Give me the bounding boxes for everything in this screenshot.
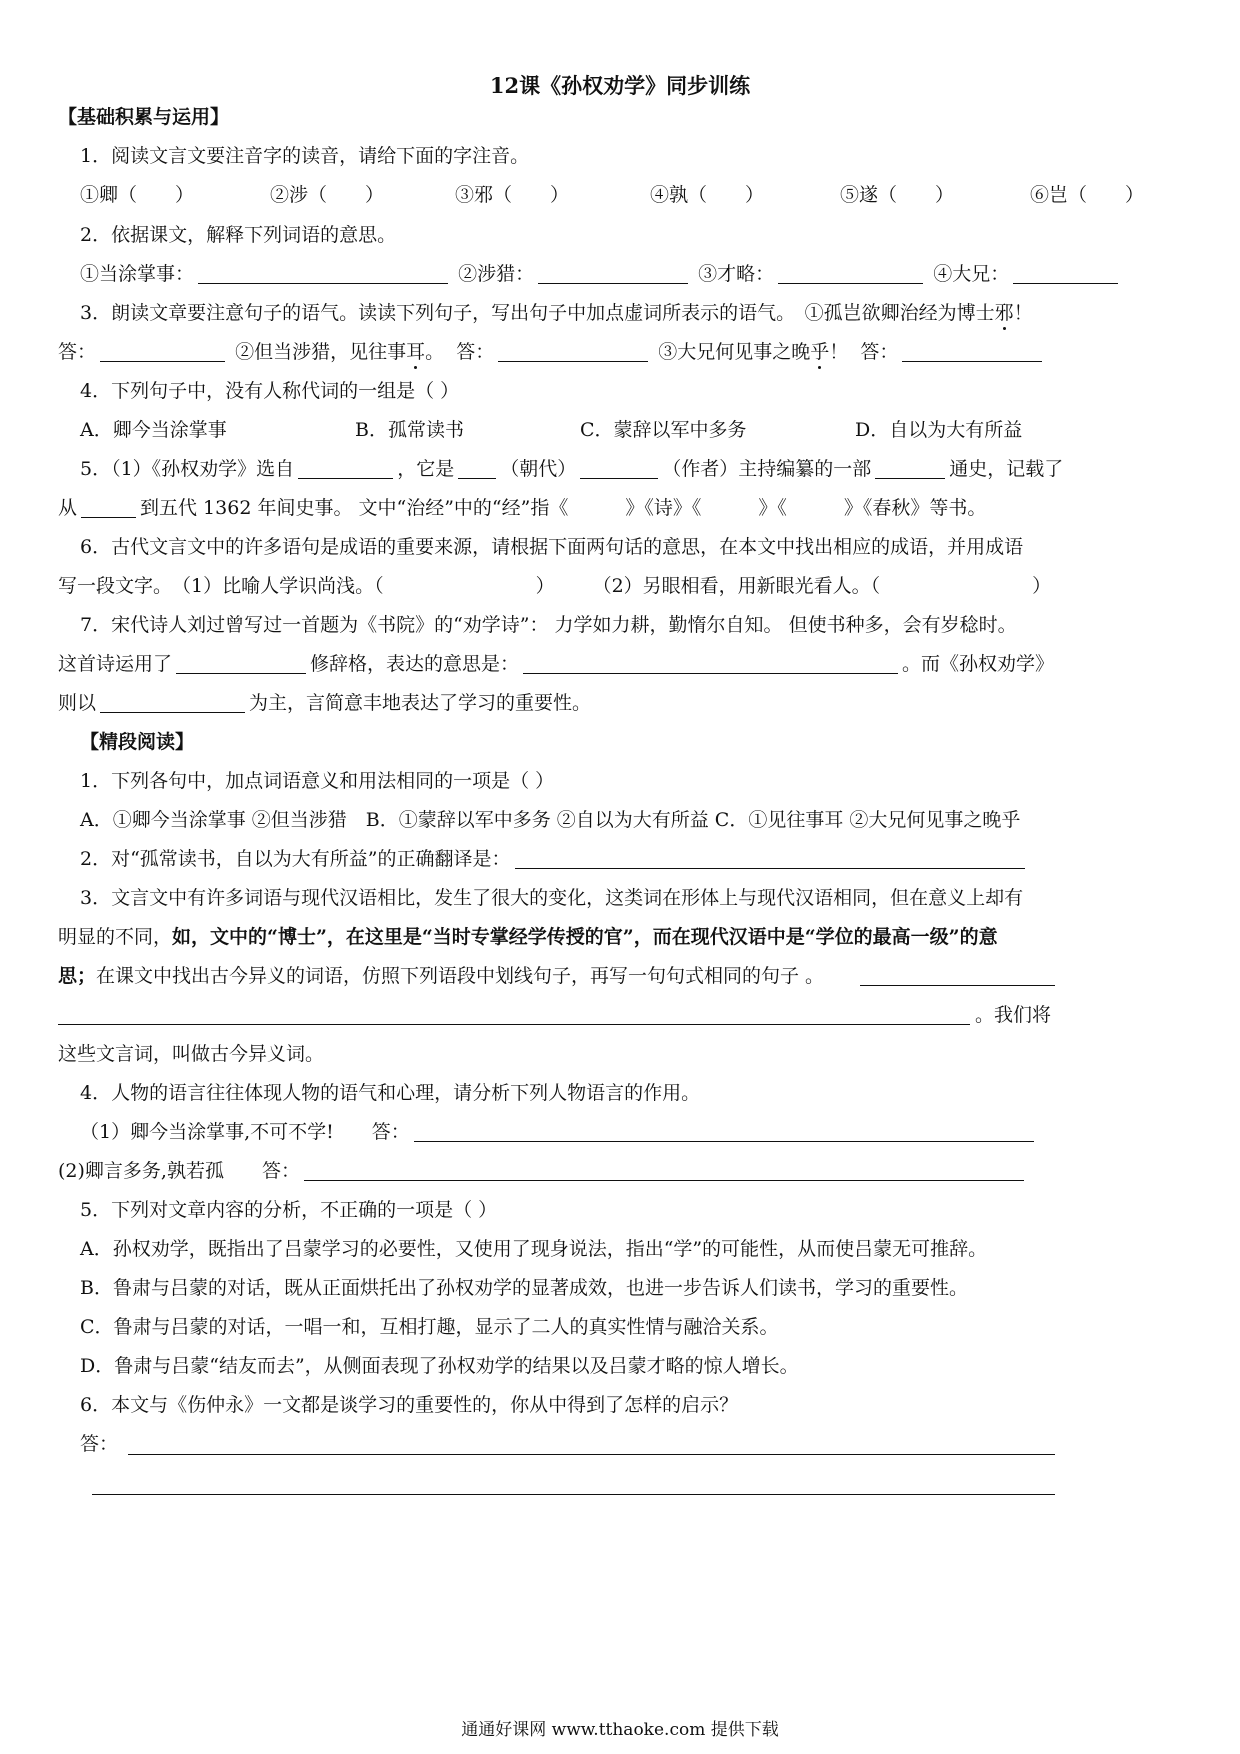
q5-part: 从 xyxy=(58,497,78,519)
basic-q6-line2: 写一段文字。 （1）比喻人学识尚浅。（ ） （2）另眼相看，用新眼光看人。（ ） xyxy=(58,575,1052,597)
section-heading-reading: 【精段阅读】 xyxy=(80,731,195,753)
q4-sentence: (2)卿言多务,孰若孤 答： xyxy=(58,1160,300,1182)
q5-part: （作者）主持编纂的一部 xyxy=(662,458,872,480)
answer-blank[interactable] xyxy=(523,654,898,674)
answer-blank[interactable] xyxy=(304,1161,1024,1181)
answer-blank[interactable] xyxy=(81,498,136,518)
q5-part: （朝代） xyxy=(500,458,577,480)
q3-part: 明显的不同， xyxy=(58,926,173,948)
sentence-2: ②但当涉猎，见往事 xyxy=(235,341,407,363)
answer-blank[interactable] xyxy=(458,459,496,479)
reading-q3-line1: 3．文言文中有许多词语与现代汉语相比，发生了很大的变化，这类词在形体上与现代汉语相同，但在意义上却有 xyxy=(80,887,1024,909)
reading-q5-option-a[interactable]: A．孙权劝学，既指出了吕蒙学习的必要性，又使用了现身说法，指出“学”的可能性，从而使吕蒙无可推辞。 xyxy=(80,1238,988,1260)
term-label: ②涉猎： xyxy=(458,263,535,285)
basic-q3-line1 xyxy=(80,300,1033,326)
answer-label: 答： xyxy=(58,341,97,363)
answer-blank[interactable] xyxy=(298,459,393,479)
pinyin-item: ②涉（ ） xyxy=(270,184,385,206)
answer-blank[interactable] xyxy=(498,342,648,362)
option-c[interactable]: C．蒙辞以军中多务 xyxy=(580,419,747,441)
answer-blank[interactable] xyxy=(1013,264,1118,284)
option-a[interactable]: A．卿今当涂掌事 xyxy=(80,419,227,441)
answer-blank[interactable] xyxy=(580,459,658,479)
basic-q4-text: 4．下列句子中，没有人称代词的一组是（ ） xyxy=(80,380,460,402)
dotted-char: 乎 xyxy=(810,341,830,363)
sentence-2-punct: 。 xyxy=(425,341,445,363)
reading-q2-line xyxy=(80,846,1029,872)
reading-q3-line2 xyxy=(58,924,998,950)
term-label: ④大兄： xyxy=(933,263,1010,285)
q2-prompt: 2．对“孤常读书，自以为大有所益”的正确翻译是： xyxy=(80,848,511,870)
basic-q5-line2 xyxy=(58,495,986,521)
answer-label: 答： xyxy=(860,341,899,363)
q7-part: 。而《孙权劝学》 xyxy=(902,653,1055,675)
reading-q3-line5: 这些文言词，叫做古今异义词。 xyxy=(58,1043,325,1065)
answer-blank[interactable] xyxy=(198,264,448,284)
q5-part: 5．（1）《孙权劝学》选自 xyxy=(80,458,295,480)
answer-blank[interactable] xyxy=(176,654,306,674)
option-d[interactable]: D．自以为大有所益 xyxy=(855,419,1023,441)
q5-part: 到五代 1362 年间史事。 文中“治经”中的“经”指《 》《诗》《 》《 》《春秋》等书。 xyxy=(140,497,987,519)
q3-prompt: 3．朗读文章要注意句子的语气。读读下列句子，写出句子中加点虚词所表示的语气。 ①孤岂欲卿治经为博士 xyxy=(80,302,995,324)
answer-line[interactable] xyxy=(860,985,1055,986)
answer-blank[interactable] xyxy=(538,264,688,284)
reading-q4-text: 4．人物的语言往往体现人物的语气和心理，请分析下列人物语言的作用。 xyxy=(80,1082,701,1104)
reading-q1-text: 1．下列各句中，加点词语意义和用法相同的一项是（ ） xyxy=(80,770,555,792)
answer-line[interactable] xyxy=(92,1494,1055,1495)
q3-punct: ！ xyxy=(1013,302,1033,324)
pinyin-item: ④孰（ ） xyxy=(650,184,765,206)
answer-blank[interactable] xyxy=(875,459,945,479)
reading-q6-text: 6．本文与《伤仲永》一文都是谈学习的重要性的，你从中得到了怎样的启示？ xyxy=(80,1394,739,1416)
reading-q4-s2 xyxy=(58,1158,1028,1184)
answer-blank[interactable] xyxy=(100,693,245,713)
answer-blank[interactable] xyxy=(515,849,1025,869)
pinyin-item: ⑤遂（ ） xyxy=(840,184,955,206)
basic-q7-line3 xyxy=(58,690,591,716)
q5-part: 通史，记载了 xyxy=(949,458,1064,480)
basic-q2-text: 2．依据课文，解释下列词语的意思。 xyxy=(80,224,397,246)
q5-part: ，它是 xyxy=(397,458,455,480)
reading-q5-option-b[interactable]: B．鲁肃与吕蒙的对话，既从正面烘托出了孙权劝学的显著成效，也进一步告诉人们读书，学习的重要性。 xyxy=(80,1277,968,1299)
q7-part: 为主，言简意丰地表达了学习的重要性。 xyxy=(249,692,592,714)
sentence-3: ③大兄何见事之晚 xyxy=(658,341,811,363)
answer-label: 答： xyxy=(456,341,495,363)
option-b[interactable]: B．孤常读书 xyxy=(355,419,464,441)
q7-part: 修辞格，表达的意思是： xyxy=(310,653,520,675)
answer-line[interactable] xyxy=(58,1024,970,1025)
reading-q4-s1 xyxy=(80,1119,1038,1145)
answer-blank[interactable] xyxy=(902,342,1042,362)
term-label: ①当涂掌事： xyxy=(80,263,195,285)
reading-q6-answer-label: 答： xyxy=(80,1433,119,1455)
q7-part: 则以 xyxy=(58,692,97,714)
basic-q6-line1: 6．古代文言文中的许多语句是成语的重要来源，请根据下面两句话的意思，在本文中找出相应的成语，并用成语 xyxy=(80,536,1024,558)
q4-sentence: （1）卿今当涂掌事,不可不学! 答： xyxy=(80,1121,410,1143)
basic-q1-text: 1．阅读文言文要注音字的读音，请给下面的字注音。 xyxy=(80,145,530,167)
reading-q5-option-d[interactable]: D．鲁肃与吕蒙“结友而去”，从侧面表现了孙权劝学的结果以及吕蒙才略的惊人增长。 xyxy=(80,1355,799,1377)
basic-q5-line1 xyxy=(80,456,1063,482)
reading-q3-line3 xyxy=(58,963,824,989)
reading-q3-line4-end: 。我们将 xyxy=(975,1004,1052,1026)
reading-q1-options: A．①卿今当涂掌事 ②但当涉猎 B．①蒙辞以军中多务 ②自以为大有所益 C．①见往事耳 ②大兄何见事之晚乎 xyxy=(80,809,1021,831)
pinyin-item: ①卿（ ） xyxy=(80,184,195,206)
page-title: 12课《孙权劝学》同步训练 xyxy=(489,73,751,98)
q7-part: 这首诗运用了 xyxy=(58,653,173,675)
q3-bold-part: 如，文中的“博士”，在这里是“当时专掌经学传授的官”，而在现代汉语中是“学位的最高一级”的意 xyxy=(172,926,998,948)
q3-bold-part: 思； xyxy=(58,965,97,987)
pinyin-item: ③邪（ ） xyxy=(455,184,570,206)
basic-q3-line2 xyxy=(58,339,1046,365)
answer-blank[interactable] xyxy=(100,342,225,362)
q3-part: 在课文中找出古今异义的词语，仿照下列语段中划线句子，再写一句句式相同的句子 。 xyxy=(96,965,825,987)
reading-q5-option-c[interactable]: C．鲁肃与吕蒙的对话，一唱一和，互相打趣，显示了二人的真实性情与融洽关系。 xyxy=(80,1316,779,1338)
page-footer: 通通好课网 www.tthaoke.com 提供下载 xyxy=(461,1720,779,1740)
basic-q2-items xyxy=(80,261,1122,287)
sentence-3-punct: ！ xyxy=(829,341,849,363)
term-label: ③才略： xyxy=(698,263,775,285)
pinyin-item: ⑥岂（ ） xyxy=(1030,184,1145,206)
reading-q5-text: 5．下列对文章内容的分析，不正确的一项是（ ） xyxy=(80,1199,498,1221)
basic-q7-line2 xyxy=(58,651,1054,677)
answer-blank[interactable] xyxy=(414,1122,1034,1142)
dotted-char: 邪 xyxy=(994,302,1014,324)
dotted-char: 耳 xyxy=(406,341,426,363)
basic-q7-line1: 7．宋代诗人刘过曾写过一首题为《书院》的“劝学诗”： 力学如力耕，勤惰尔自知。 但使书种多，会有岁稔时。 xyxy=(80,614,1017,636)
answer-blank[interactable] xyxy=(778,264,923,284)
section-heading-basic: 【基础积累与运用】 xyxy=(58,106,230,128)
answer-line[interactable] xyxy=(128,1454,1055,1455)
